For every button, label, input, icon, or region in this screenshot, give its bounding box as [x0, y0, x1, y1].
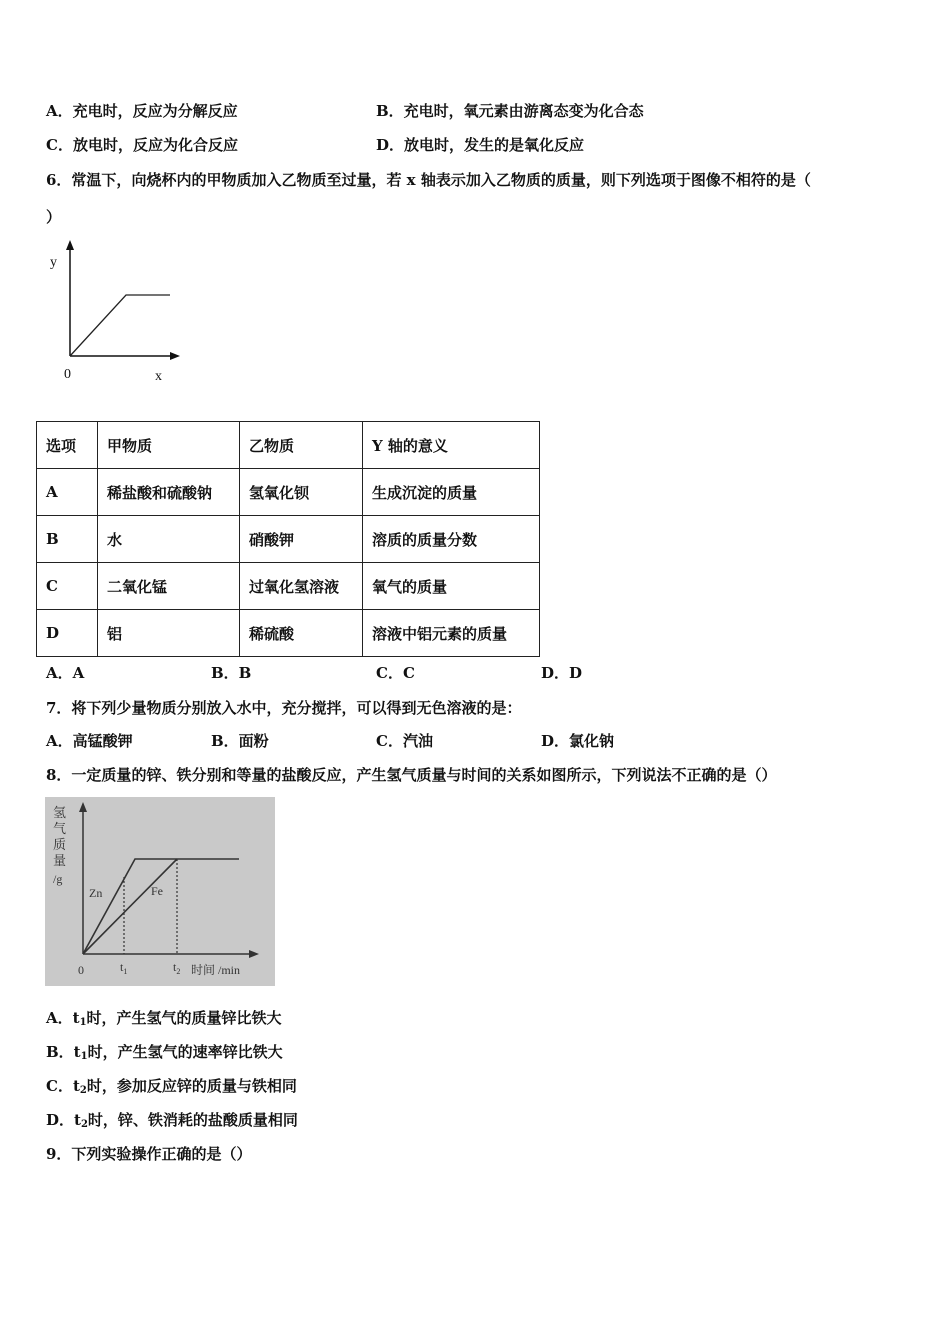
q8-graph-zn-label: Zn [89, 886, 103, 900]
q8-graph [45, 797, 275, 986]
q6-graph-y-arrow [66, 240, 74, 250]
table-row [37, 610, 540, 657]
q6-stem-end: ） [46, 208, 62, 226]
q8-graph-x-label: 时间 /min [191, 963, 241, 977]
q6-graph-x-label: x [155, 369, 162, 384]
q5-option-c: C．放电时，反应为化合反应 [46, 136, 238, 154]
table-cell: 过氧化氢溶液 [240, 563, 363, 610]
table-cell: 硝酸钾 [240, 516, 363, 563]
table-cell: 铝 [98, 610, 240, 657]
table-cell: B [37, 516, 98, 563]
q7-option-b: B．面粉 [211, 732, 269, 750]
q6-stem: 6．常温下，向烧杯内的甲物质加入乙物质至过量，若 x 轴表示加入乙物质的质量，则下列选项于图像不相符的是（ [46, 171, 811, 189]
table-header-cell: 选项 [37, 422, 98, 469]
q6-graph [40, 238, 190, 388]
q8-graph-fe-label: Fe [151, 884, 163, 898]
q8-graph-y-label-char: 质 [53, 837, 67, 852]
q7-stem: 7．将下列少量物质分别放入水中，充分搅拌，可以得到无色溶液的是： [46, 699, 522, 717]
q5-option-a: A．充电时，反应为分解反应 [46, 102, 238, 120]
table-cell: 氢氧化钡 [240, 469, 363, 516]
q6-graph-y-label: y [50, 255, 57, 270]
q6-graph-x-arrow [170, 352, 180, 360]
table-cell: 溶液中铝元素的质量 [363, 610, 540, 657]
q8-option-b: B．$t_1$时，产生氢气的速率锌比铁大 [46, 1043, 283, 1062]
table-cell: 二氧化锰 [98, 563, 240, 610]
table-cell: A [37, 469, 98, 516]
table-cell: 水 [98, 516, 240, 563]
q6-option-b: B．B [211, 664, 252, 682]
q8-graph-y-label-char: 气 [53, 821, 67, 836]
table-header-row [37, 422, 540, 469]
table-row [37, 563, 540, 610]
table-header-cell: 乙物质 [240, 422, 363, 469]
q8-stem: 8．一定质量的锌、铁分别和等量的盐酸反应，产生氢气质量与时间的关系如图所示，下列说法不正确的是（） [46, 766, 777, 784]
q8-option-c: C．$t_2$时，参加反应锌的质量与铁相同 [46, 1077, 297, 1096]
q6-graph-origin: 0 [64, 367, 71, 382]
q6-option-c: C．C [376, 664, 415, 682]
table-cell: C [37, 563, 98, 610]
q8-graph-y-label-char: /g [53, 872, 63, 886]
table-header-cell: Y 轴的意义 [363, 422, 540, 469]
table-cell: 溶质的质量分数 [363, 516, 540, 563]
q6-option-a: A．A [46, 664, 85, 682]
table-row [37, 469, 540, 516]
q6-table [36, 421, 540, 657]
q8-graph-origin: 0 [78, 963, 84, 977]
table-cell: 氧气的质量 [363, 563, 540, 610]
q8-graph-t2-label: $t_2$ [173, 960, 181, 976]
table-row [37, 516, 540, 563]
q8-graph-y-label-char: 氢 [53, 805, 67, 820]
table-cell: 稀盐酸和硫酸钠 [98, 469, 240, 516]
q5-option-b: B．充电时，氧元素由游离态变为化合态 [376, 102, 644, 120]
q8-graph-t1-label: $t_1$ [120, 960, 128, 976]
q9-stem: 9．下列实验操作正确的是（） [46, 1145, 252, 1163]
table-cell: 生成沉淀的质量 [363, 469, 540, 516]
q7-option-d: D．氯化钠 [541, 732, 615, 750]
q7-option-a: A．高锰酸钾 [46, 732, 133, 750]
q7-option-c: C．汽油 [376, 732, 433, 750]
q5-option-d: D．放电时，发生的是氧化反应 [376, 136, 585, 154]
table-cell: D [37, 610, 98, 657]
q6-option-d: D．D [541, 664, 583, 682]
q8-graph-y-label-char: 量 [53, 853, 67, 868]
q6-graph-curve [70, 295, 170, 356]
q8-option-d: D．$t_2$时，锌、铁消耗的盐酸质量相同 [46, 1111, 298, 1130]
table-header-cell: 甲物质 [98, 422, 240, 469]
q8-option-a: A．$t_1$时，产生氢气的质量锌比铁大 [46, 1009, 282, 1028]
table-cell: 稀硫酸 [240, 610, 363, 657]
